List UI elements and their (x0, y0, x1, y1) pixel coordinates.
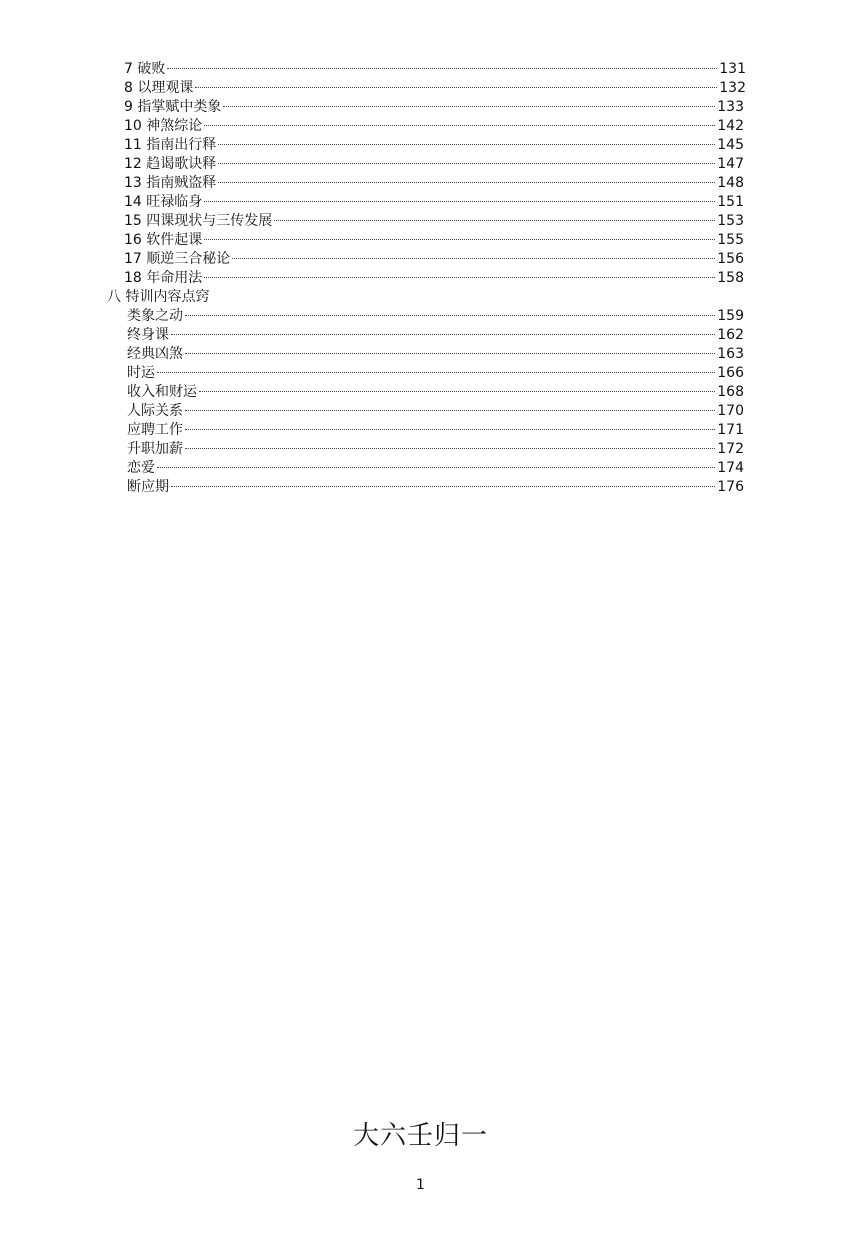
dot-leader (185, 315, 715, 316)
toc-entry-page: 147 (717, 156, 744, 172)
toc-entry-page: 131 (719, 61, 746, 77)
dot-leader (171, 486, 715, 487)
toc-entry-title: 类象之动 (127, 308, 183, 324)
toc-entry-page: 142 (717, 118, 744, 134)
book-title: 大六壬归一 (352, 1121, 488, 1151)
dot-leader (185, 448, 715, 449)
dot-leader (218, 163, 715, 164)
toc-entry-title: 12 趋谒歌诀释 (124, 156, 217, 172)
toc-entry[interactable] (124, 193, 744, 212)
toc-entry-page: 163 (717, 346, 744, 362)
toc-entry-page: 151 (717, 194, 744, 210)
toc-entry[interactable] (124, 60, 746, 79)
toc-entry-title: 收入和财运 (127, 384, 197, 400)
toc-entry[interactable] (127, 421, 744, 440)
toc-entry-title: 15 四课现状与三传发展 (124, 213, 273, 229)
toc-entry-title: 应聘工作 (127, 422, 183, 438)
dot-leader (204, 125, 715, 126)
toc-entry-page: 162 (717, 327, 744, 343)
toc-entry-page: 171 (717, 422, 744, 438)
toc-entry[interactable] (124, 250, 744, 269)
toc-entry-title: 13 指南贼盗释 (124, 175, 217, 191)
toc-entry[interactable] (124, 269, 744, 288)
toc-entry-title: 时运 (127, 365, 155, 381)
toc-entry-page: 158 (717, 270, 744, 286)
toc-entry-page: 172 (717, 441, 744, 457)
dot-leader (204, 277, 715, 278)
dot-leader (185, 410, 715, 411)
toc-entry-title: 经典凶煞 (127, 346, 183, 362)
toc-entry[interactable] (127, 459, 744, 478)
toc-entry-title: 17 顺逆三合秘论 (124, 251, 231, 267)
toc-entry[interactable] (124, 155, 744, 174)
toc-entry[interactable] (124, 231, 744, 250)
dot-leader (185, 353, 715, 354)
toc-entry-title: 恋爱 (127, 460, 155, 476)
toc-entry-page: 156 (717, 251, 744, 267)
toc-entry-page: 133 (717, 99, 744, 115)
dot-leader (171, 334, 715, 335)
dot-leader (218, 182, 715, 183)
toc-entry-page: 159 (717, 308, 744, 324)
toc-entry-title: 9 指掌赋中类象 (124, 99, 222, 115)
toc-entry[interactable] (127, 326, 744, 345)
dot-leader (195, 87, 717, 88)
dot-leader (204, 201, 715, 202)
toc-entry[interactable] (124, 136, 744, 155)
dot-leader (204, 239, 715, 240)
dot-leader (218, 144, 715, 145)
toc-entry[interactable] (127, 383, 744, 402)
toc-entry-page: 174 (717, 460, 744, 476)
dot-leader (157, 467, 715, 468)
toc-entry-title: 16 软件起课 (124, 232, 203, 248)
toc-entry-title: 7 破败 (124, 61, 166, 77)
toc-entry-title: 18 年命用法 (124, 270, 203, 286)
toc-entry[interactable] (124, 98, 744, 117)
toc-entry-page: 155 (717, 232, 744, 248)
dot-leader (167, 68, 717, 69)
dot-leader (199, 391, 715, 392)
toc-entry-title: 终身课 (127, 327, 169, 343)
toc-entry-title: 人际关系 (127, 403, 183, 419)
section-heading: 八 特训内容点窍 (107, 289, 210, 305)
toc-entry-page: 170 (717, 403, 744, 419)
dot-leader (223, 106, 715, 107)
toc-entry[interactable] (124, 174, 744, 193)
toc-entry[interactable] (127, 440, 744, 459)
toc-entry-page: 145 (717, 137, 744, 153)
dot-leader (157, 372, 715, 373)
toc-entry[interactable] (124, 117, 744, 136)
dot-leader (232, 258, 715, 259)
toc-entry-page: 168 (717, 384, 744, 400)
dot-leader (274, 220, 715, 221)
toc-entry-title: 断应期 (127, 479, 169, 495)
toc-entry-title: 升职加薪 (127, 441, 183, 457)
dot-leader (185, 429, 715, 430)
toc-entry[interactable] (124, 212, 744, 231)
toc-entry-title: 11 指南出行释 (124, 137, 217, 153)
toc-entry-title: 14 旺禄临身 (124, 194, 203, 210)
toc-entry-page: 132 (719, 80, 746, 96)
toc-entry-title: 8 以理观课 (124, 80, 194, 96)
toc-entry[interactable] (127, 307, 744, 326)
toc-entry-page: 166 (717, 365, 744, 381)
toc-entry-page: 153 (717, 213, 744, 229)
toc-entry[interactable] (127, 345, 744, 364)
toc-entry[interactable] (127, 402, 744, 421)
toc-entry[interactable] (127, 478, 744, 497)
toc-entry[interactable] (127, 364, 744, 383)
toc-entry-page: 176 (717, 479, 744, 495)
toc-entry-title: 10 神煞综论 (124, 118, 203, 134)
toc-entry[interactable] (124, 79, 746, 98)
toc-entry-page: 148 (717, 175, 744, 191)
page-number: 1 (416, 1177, 425, 1193)
